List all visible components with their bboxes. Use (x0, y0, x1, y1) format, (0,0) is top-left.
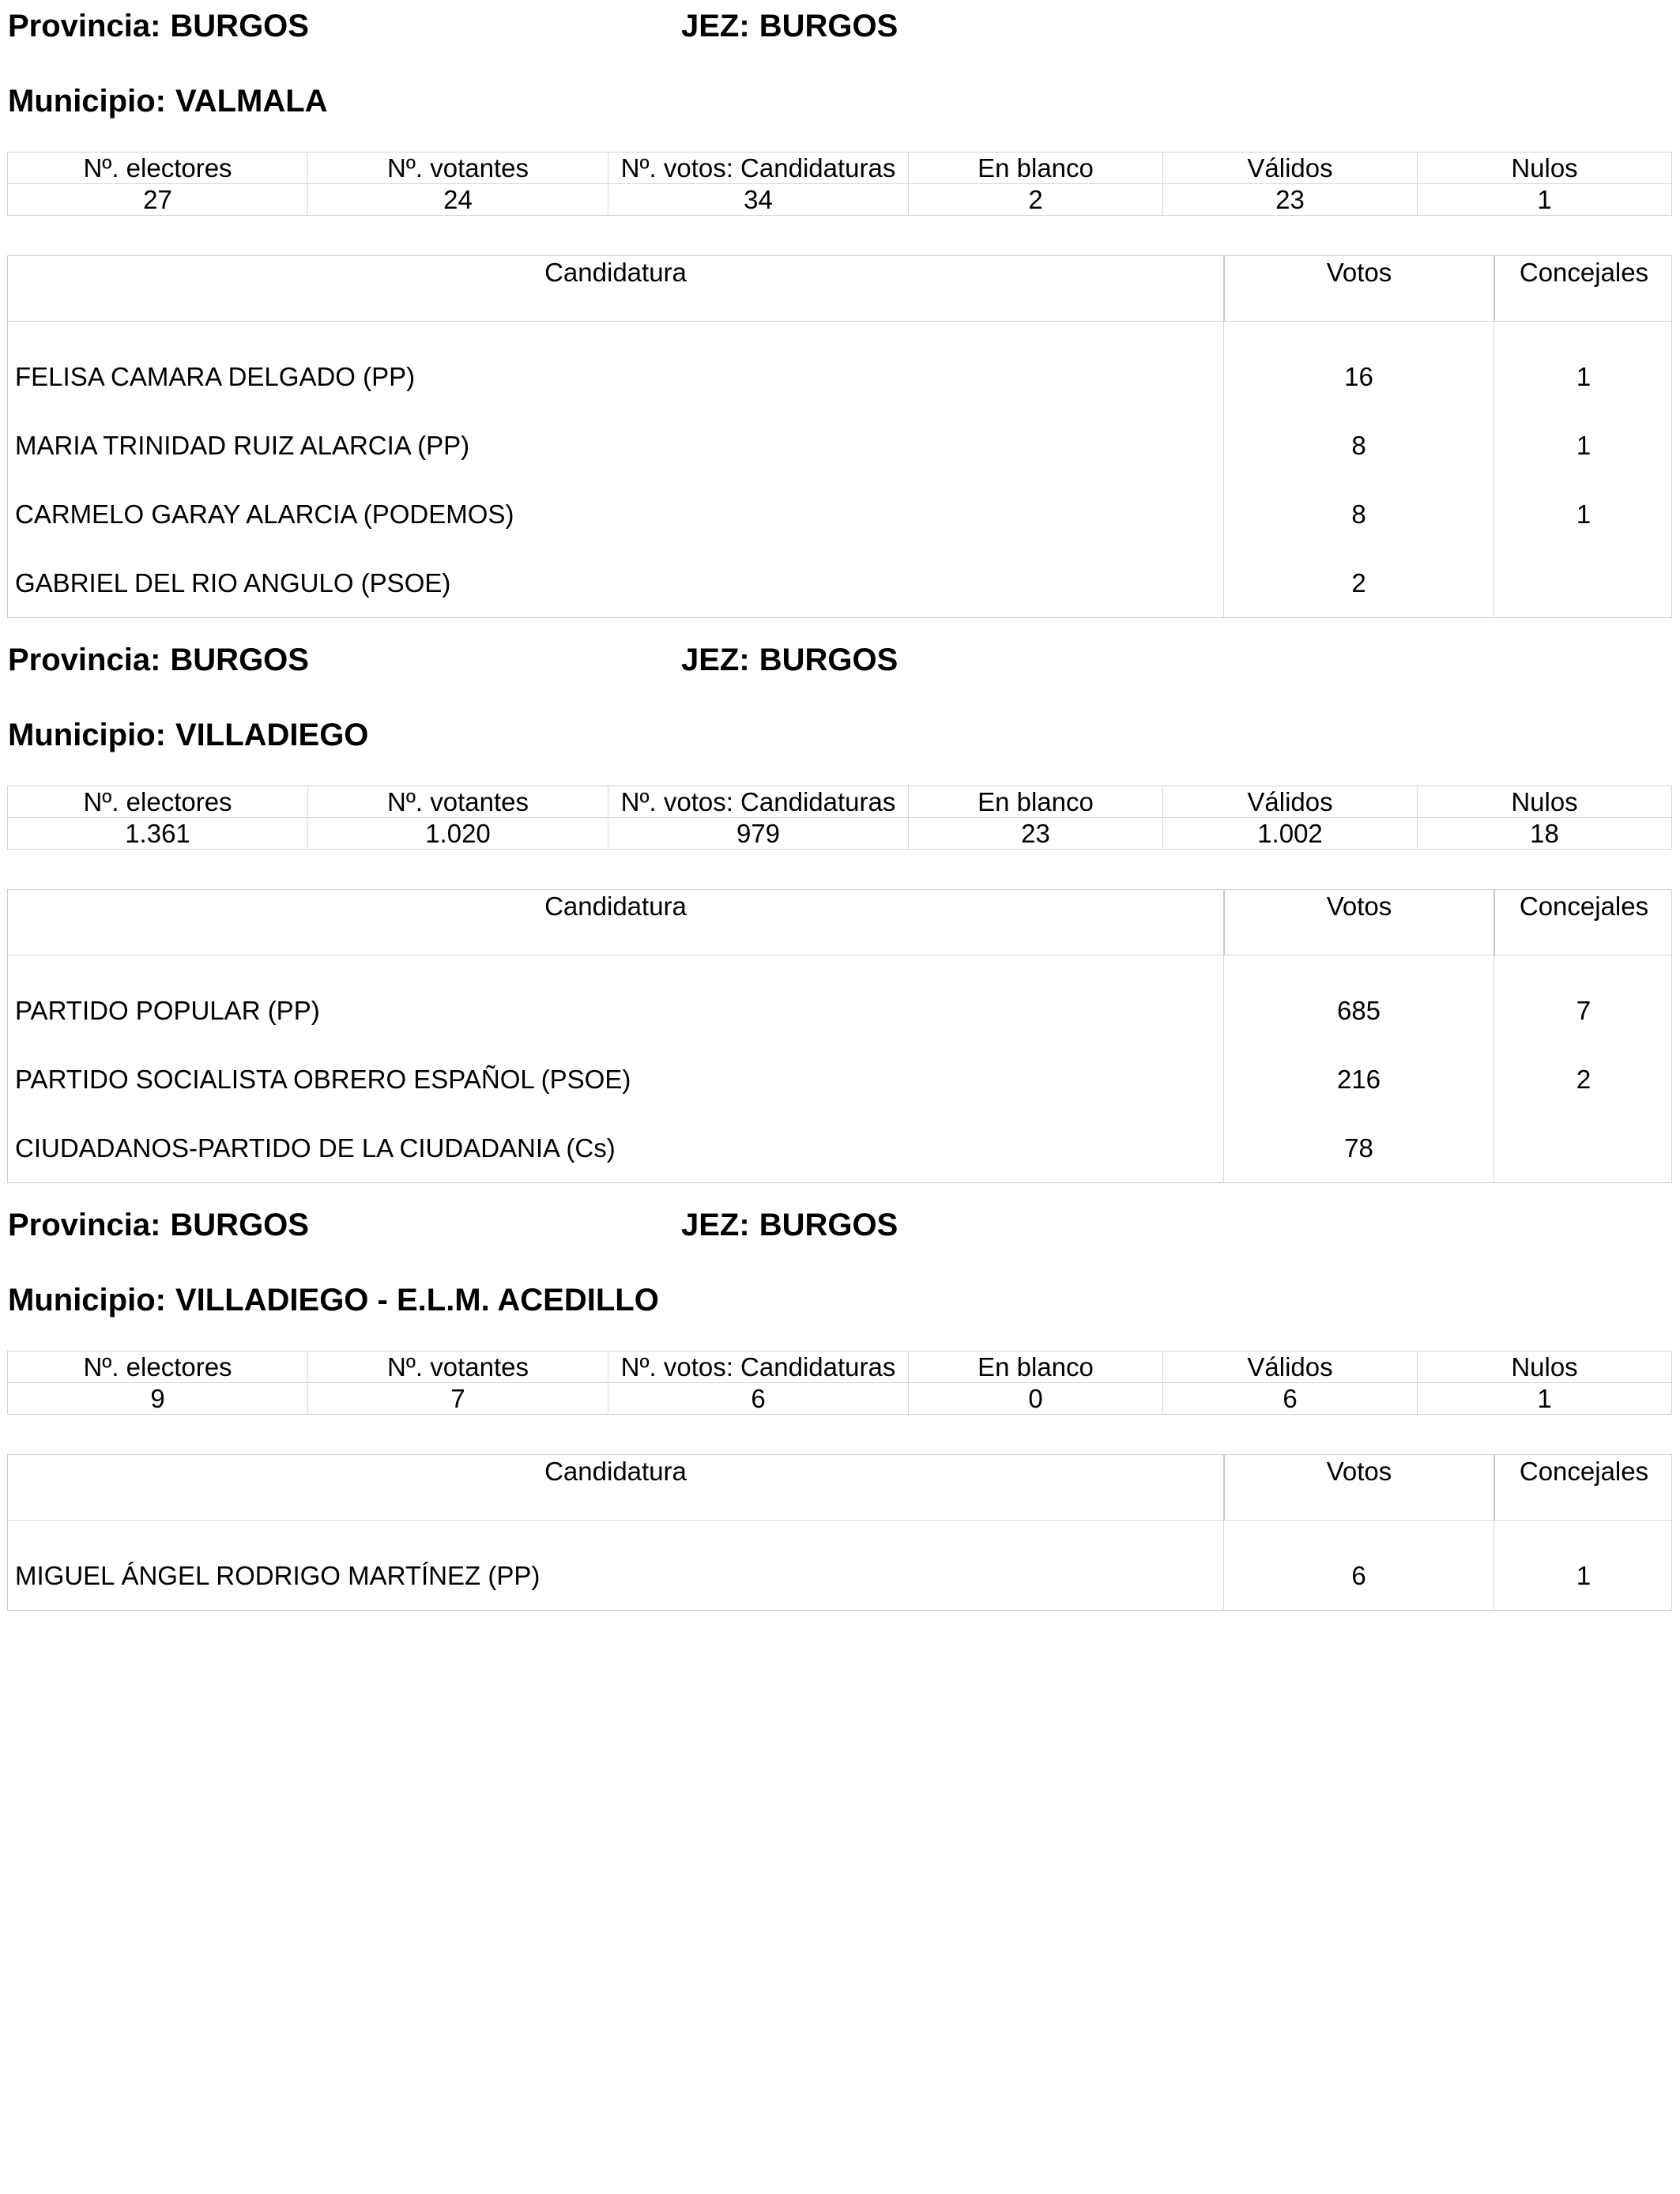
candidate-votos: 2 (1223, 548, 1494, 617)
stats-value-cell: 2 (909, 184, 1163, 216)
stats-header-row (8, 786, 1672, 818)
jez-label: JEZ: (681, 1208, 750, 1242)
provincia-value: BURGOS (170, 9, 309, 43)
stats-value-cell: 1.020 (308, 818, 608, 850)
provincia-label: Provincia: (8, 9, 161, 43)
stats-value-cell: 6 (1163, 1383, 1418, 1415)
stats-header-cell: Nº. electores (8, 1351, 308, 1383)
stats-value-cell: 6 (608, 1383, 909, 1415)
municipio-label: Municipio: (8, 1283, 166, 1318)
stats-header-cell: Nº. electores (8, 153, 308, 184)
candidate-row (8, 976, 1671, 1045)
stats-header-cell: Nº. votantes (308, 786, 608, 818)
stats-value-row (8, 184, 1672, 216)
candidate-name: FELISA CAMARA DELGADO (PP) (15, 362, 416, 391)
jez-label: JEZ: (681, 9, 750, 43)
candidate-name: CIUDADANOS-PARTIDO DE LA CIUDADANIA (Cs) (15, 1133, 616, 1163)
candidates-header-row (8, 1455, 1671, 1521)
candidate-concejales (1494, 1114, 1673, 1182)
candidate-votos: 78 (1223, 1114, 1494, 1182)
candidate-row (8, 1541, 1671, 1610)
candidates-table (7, 255, 1672, 618)
candidate-row (8, 1045, 1671, 1114)
stats-header-cell: Válidos (1163, 153, 1418, 184)
candidate-row (8, 1114, 1671, 1182)
stats-table (7, 152, 1672, 216)
column-divider (1223, 956, 1224, 976)
stats-value-cell: 23 (909, 818, 1163, 850)
candidate-votos: 685 (1223, 976, 1494, 1045)
jez-value: BURGOS (759, 9, 898, 43)
municipio-value: VILLADIEGO - E.L.M. ACEDILLO (175, 1283, 659, 1318)
stats-table (7, 1351, 1672, 1415)
stats-header-cell: Nulos (1418, 786, 1672, 818)
candidate-row (8, 548, 1671, 617)
provincia-header (8, 1207, 309, 1243)
stats-value-cell: 9 (8, 1383, 308, 1415)
candidates-table (7, 1454, 1672, 1611)
stats-header-cell: En blanco (909, 786, 1163, 818)
stats-value-cell: 18 (1418, 818, 1672, 850)
candidate-name: PARTIDO POPULAR (PP) (15, 996, 320, 1025)
stats-header-cell: Nº. votos: Candidaturas (608, 786, 909, 818)
stats-value-cell: 7 (308, 1383, 608, 1415)
candidate-name: PARTIDO SOCIALISTA OBRERO ESPAÑOL (PSOE) (15, 1065, 631, 1094)
municipio-section (0, 642, 1680, 1274)
candidate-name: GABRIEL DEL RIO ANGULO (PSOE) (15, 568, 451, 598)
stats-header-cell: Nulos (1418, 153, 1672, 184)
candidate-concejales: 1 (1494, 1541, 1673, 1610)
candidate-votos: 8 (1223, 480, 1494, 548)
candidate-concejales: 7 (1494, 976, 1673, 1045)
column-divider (1223, 322, 1224, 342)
candidates-header-row (8, 256, 1671, 322)
stats-value-cell: 1 (1418, 184, 1672, 216)
stats-value-cell: 1.361 (8, 818, 308, 850)
candidates-header-row (8, 890, 1671, 956)
candidate-row (8, 480, 1671, 548)
stats-value-row (8, 818, 1672, 850)
municipio-value: VALMALA (175, 84, 328, 119)
candidate-concejales (1494, 548, 1673, 617)
jez-header (681, 8, 898, 44)
stats-header-row (8, 1351, 1672, 1383)
header-votos: Votos (1223, 890, 1494, 955)
candidate-concejales: 1 (1494, 342, 1673, 411)
stats-value-row (8, 1383, 1672, 1415)
stats-header-cell: Nº. votantes (308, 1351, 608, 1383)
provincia-header (8, 8, 309, 44)
stats-value-cell: 27 (8, 184, 308, 216)
stats-value-cell: 23 (1163, 184, 1418, 216)
provincia-value: BURGOS (170, 1208, 309, 1242)
header-votos: Votos (1223, 256, 1494, 321)
candidate-concejales: 2 (1494, 1045, 1673, 1114)
stats-header-cell: Nº. votantes (308, 153, 608, 184)
stats-value-cell: 1.002 (1163, 818, 1418, 850)
header-votos: Votos (1223, 1455, 1494, 1520)
stats-value-cell: 24 (308, 184, 608, 216)
jez-value: BURGOS (759, 643, 898, 677)
stats-header-cell: En blanco (909, 153, 1163, 184)
stats-header-cell: Nulos (1418, 1351, 1672, 1383)
candidate-name: CARMELO GARAY ALARCIA (PODEMOS) (15, 499, 514, 529)
header-concejales: Concejales (1494, 1455, 1673, 1520)
stats-header-cell: Nº. votos: Candidaturas (608, 1351, 909, 1383)
stats-header-cell: Válidos (1163, 1351, 1418, 1383)
candidate-votos: 8 (1223, 411, 1494, 480)
candidate-name: MARIA TRINIDAD RUIZ ALARCIA (PP) (15, 431, 470, 460)
jez-label: JEZ: (681, 643, 750, 677)
municipio-value: VILLADIEGO (175, 718, 369, 752)
municipio-section (0, 8, 1680, 640)
stats-header-cell: Válidos (1163, 786, 1418, 818)
jez-header (681, 1207, 898, 1243)
candidate-row (8, 342, 1671, 411)
stats-table (7, 786, 1672, 850)
provincia-header (8, 642, 309, 678)
provincia-label: Provincia: (8, 1208, 161, 1242)
provincia-label: Provincia: (8, 643, 161, 677)
municipio-label: Municipio: (8, 84, 166, 119)
header-concejales: Concejales (1494, 890, 1673, 955)
jez-value: BURGOS (759, 1208, 898, 1242)
candidate-name: MIGUEL ÁNGEL RODRIGO MARTÍNEZ (PP) (15, 1561, 541, 1590)
municipio-label: Municipio: (8, 718, 166, 752)
stats-header-cell: En blanco (909, 1351, 1163, 1383)
table-spacer (8, 1521, 1671, 1541)
candidate-votos: 6 (1223, 1541, 1494, 1610)
municipio-header (8, 83, 328, 119)
stats-header-row (8, 153, 1672, 184)
municipio-header (8, 717, 368, 753)
column-divider (1223, 1521, 1224, 1541)
header-concejales: Concejales (1494, 256, 1673, 321)
candidate-concejales: 1 (1494, 480, 1673, 548)
table-spacer (8, 956, 1671, 976)
stats-header-cell: Nº. electores (8, 786, 308, 818)
candidates-table (7, 889, 1672, 1183)
stats-value-cell: 0 (909, 1383, 1163, 1415)
candidate-votos: 216 (1223, 1045, 1494, 1114)
candidate-row (8, 411, 1671, 480)
stats-value-cell: 34 (608, 184, 909, 216)
provincia-value: BURGOS (170, 643, 309, 677)
table-spacer (8, 322, 1671, 342)
municipio-header (8, 1282, 659, 1318)
stats-header-cell: Nº. votos: Candidaturas (608, 153, 909, 184)
candidate-concejales: 1 (1494, 411, 1673, 480)
candidate-votos: 16 (1223, 342, 1494, 411)
municipio-section (0, 1207, 1680, 1839)
stats-value-cell: 1 (1418, 1383, 1672, 1415)
header-candidatura: Candidatura (544, 258, 687, 287)
stats-value-cell: 979 (608, 818, 909, 850)
jez-header (681, 642, 898, 678)
header-candidatura: Candidatura (544, 1457, 687, 1486)
header-candidatura: Candidatura (544, 892, 687, 921)
